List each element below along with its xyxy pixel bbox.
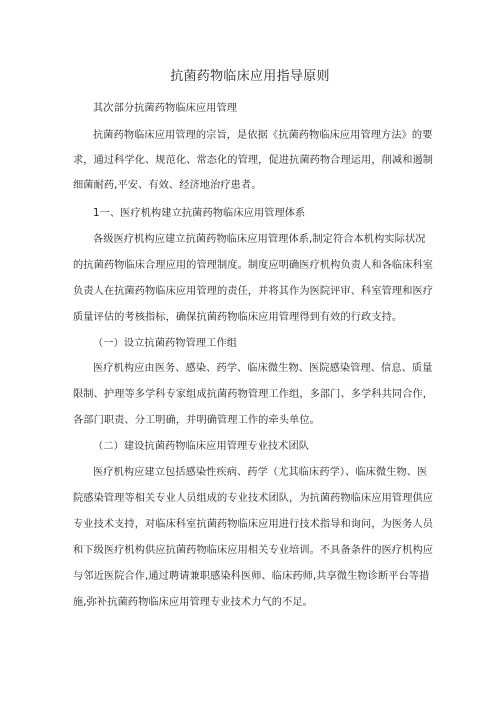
- sub2-line-3: 专业技术支持，对临床科室抗菌药物临床应用进行技术指导和询问，为医务人员: [73, 519, 434, 530]
- sub2-line-5: 与邻近医院合作,通过聘请兼职感染科医师、临床药师,共享微生物诊断平台等措: [73, 571, 430, 582]
- intro-line-1: 抗菌药物临床应用管理的宗旨，是依据《抗菌药物临床应用管理方法》的要: [93, 130, 433, 141]
- sub2-heading: （二）建设抗菌药物临床应用管理专业技术团队: [93, 441, 310, 452]
- sub2-line-6: 施,弥补抗菌药物临床应用管理专业技术力气的不足。: [73, 597, 313, 608]
- section1-line-1: 各级医疗机构应建立抗菌药物临床应用管理体系,制定符合本机构实际状况: [93, 234, 426, 245]
- section1-line-4: 质量评估的考核指标，确保抗菌药物临床应用管理得到有效的行政支持。: [73, 312, 403, 323]
- sub2-line-2: 院感染管理等相关专业人员组成的专业技术团队，为抗菌药物临床应用管理供应: [73, 493, 434, 504]
- sub1-line-2: 限制、护理等多学科专家组成抗菌药物管理工作组，多部门、多学科共同合作，: [73, 389, 434, 400]
- section1-heading: 1一、医疗机构建立抗菌药物临床应用管理体系: [93, 208, 306, 219]
- sub1-heading: （一）设立抗菌药物管理工作组: [93, 338, 238, 349]
- intro-line-3: 细菌耐药,平安、有效、经济地治疗患者。: [73, 180, 262, 191]
- sub2-line-4: 和下级医疗机构供应抗菌药物临床应用相关专业培训。不具备条件的医疗机构应: [73, 545, 434, 556]
- document-title: 抗菌药物临床应用指导原则: [170, 69, 330, 84]
- sub1-line-1: 医疗机构应由医务、感染、药学、临床微生物、医院感染管理、信息、质量: [93, 363, 433, 374]
- intro-line-2: 求，通过科学化、规范化、常态化的管理，促进抗菌药物合理运用，削减和遏制: [73, 155, 434, 166]
- section1-line-2: 的抗菌药物临床合理应用的管理制度。制度应明确医疗机构负责人和各临床科室: [73, 260, 434, 271]
- sub1-line-3: 各部门职责、分工明确，并明确管理工作的牵头单位。: [73, 415, 320, 426]
- part-heading: 其次部分抗菌药物临床应用管理: [93, 103, 238, 114]
- section1-line-3: 负责人在抗菌药物临床应用管理的责任，并将其作为医院评审、科室管理和医疗: [73, 286, 434, 297]
- sub2-line-1: 医疗机构应建立包括感染性疾病、药学（尤其临床药学）、临床微生物、医: [93, 467, 428, 478]
